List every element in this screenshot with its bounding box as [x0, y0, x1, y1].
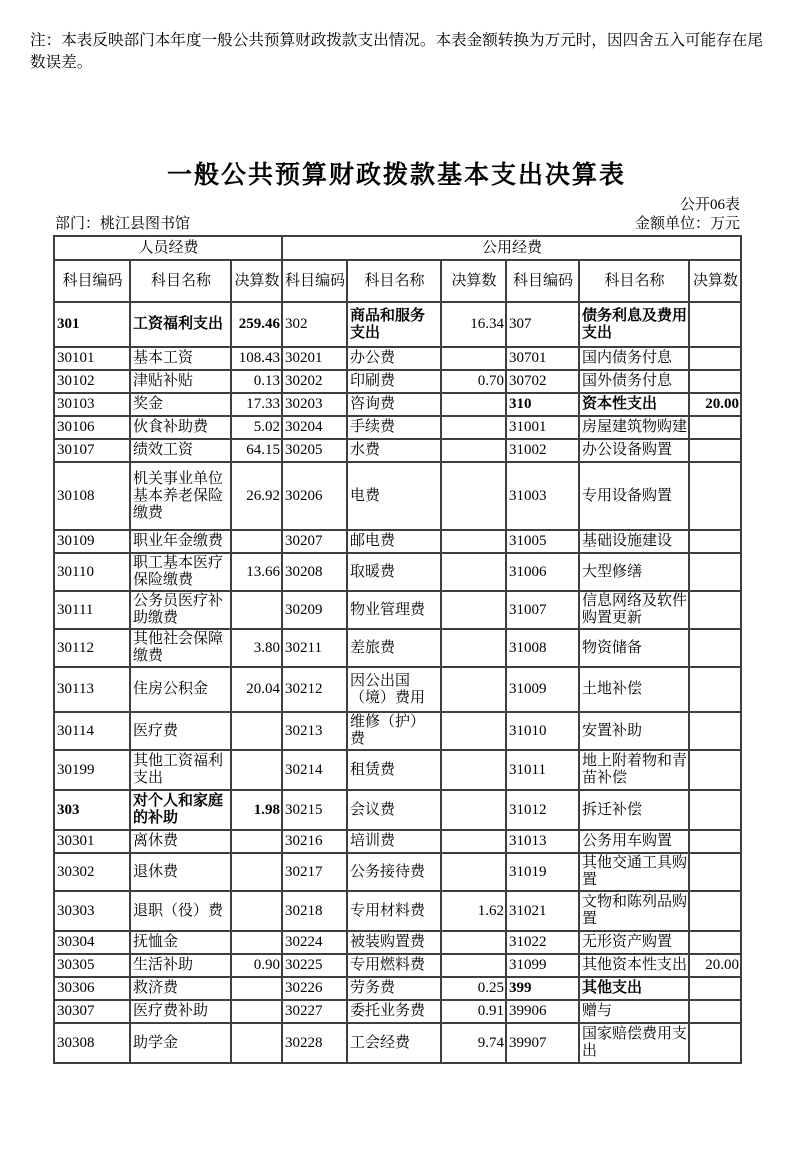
cell-code: 31013: [506, 830, 579, 853]
cell-value: [231, 891, 282, 931]
cell-value: [231, 1023, 282, 1063]
table-row: [54, 629, 741, 667]
cell-code: 399: [506, 977, 579, 1000]
cell-value: 1.98: [231, 790, 282, 830]
cell-name: 专用材料费: [347, 891, 441, 931]
cell-code: 30112: [54, 629, 130, 667]
cell-code: 30215: [282, 790, 347, 830]
cell-value: [231, 750, 282, 790]
column-header: 决算数: [441, 260, 506, 302]
cell-code: 39906: [506, 1000, 579, 1023]
cell-code: 30201: [282, 347, 347, 370]
table-row: [54, 416, 741, 439]
cell-value: [441, 462, 506, 530]
cell-code: 301: [54, 302, 130, 347]
column-header: 科目编码: [282, 260, 347, 302]
cell-code: 30101: [54, 347, 130, 370]
cell-name: 公务接待费: [347, 853, 441, 891]
cell-code: 30214: [282, 750, 347, 790]
cell-name: 职业年金缴费: [130, 530, 231, 553]
table-column-header-row: [54, 260, 741, 302]
cell-value: [689, 439, 741, 462]
table-row: [54, 302, 741, 347]
table-row: [54, 667, 741, 712]
cell-value: [689, 553, 741, 591]
cell-code: 302: [282, 302, 347, 347]
cell-name: 公务员医疗补助缴费: [130, 591, 231, 629]
cell-name: 劳务费: [347, 977, 441, 1000]
table-row: [54, 977, 741, 1000]
cell-code: 30218: [282, 891, 347, 931]
cell-value: 3.80: [231, 629, 282, 667]
cell-name: 拆迁补偿: [579, 790, 689, 830]
cell-name: 津贴补贴: [130, 370, 231, 393]
cell-code: 30303: [54, 891, 130, 931]
cell-value: [441, 393, 506, 416]
cell-code: 30702: [506, 370, 579, 393]
cell-code: 30111: [54, 591, 130, 629]
budget-document-page: [0, 30, 793, 1152]
cell-name: 退休费: [130, 853, 231, 891]
cell-name: 会议费: [347, 790, 441, 830]
cell-name: 基本工资: [130, 347, 231, 370]
cell-value: 20.00: [689, 954, 741, 977]
cell-code: 310: [506, 393, 579, 416]
cell-value: 16.34: [441, 302, 506, 347]
cell-value: [689, 1023, 741, 1063]
column-header: 科目名称: [347, 260, 441, 302]
cell-value: [441, 530, 506, 553]
cell-code: 30203: [282, 393, 347, 416]
cell-name: 物业管理费: [347, 591, 441, 629]
cell-name: 住房公积金: [130, 667, 231, 712]
cell-code: 31005: [506, 530, 579, 553]
column-header: 科目名称: [130, 260, 231, 302]
cell-value: [231, 830, 282, 853]
cell-name: 安置补助: [579, 712, 689, 750]
cell-name: 公务用车购置: [579, 830, 689, 853]
cell-name: 工会经费: [347, 1023, 441, 1063]
cell-value: 0.91: [441, 1000, 506, 1023]
cell-code: 30113: [54, 667, 130, 712]
cell-code: 31010: [506, 712, 579, 750]
cell-value: [689, 667, 741, 712]
cell-code: 30304: [54, 931, 130, 954]
cell-value: [231, 530, 282, 553]
cell-name: 救济费: [130, 977, 231, 1000]
cell-name: 办公费: [347, 347, 441, 370]
cell-name: 伙食补助费: [130, 416, 231, 439]
cell-value: 108.43: [231, 347, 282, 370]
cell-value: [689, 370, 741, 393]
cell-code: 30212: [282, 667, 347, 712]
cell-name: 基础设施建设: [579, 530, 689, 553]
cell-value: [441, 712, 506, 750]
cell-name: 商品和服务支出: [347, 302, 441, 347]
cell-name: 印刷费: [347, 370, 441, 393]
cell-code: 30301: [54, 830, 130, 853]
cell-value: [689, 977, 741, 1000]
cell-value: 0.13: [231, 370, 282, 393]
table-row: [54, 931, 741, 954]
cell-value: [689, 712, 741, 750]
cell-value: 0.90: [231, 954, 282, 977]
cell-name: 绩效工资: [130, 439, 231, 462]
cell-code: 30226: [282, 977, 347, 1000]
cell-value: 20.00: [689, 393, 741, 416]
cell-name: 手续费: [347, 416, 441, 439]
table-row: [54, 712, 741, 750]
cell-code: 30110: [54, 553, 130, 591]
cell-name: 文物和陈列品购置: [579, 891, 689, 931]
cell-name: 机关事业单位基本养老保险缴费: [130, 462, 231, 530]
cell-name: 其他资本性支出: [579, 954, 689, 977]
cell-name: 地上附着物和青苗补偿: [579, 750, 689, 790]
cell-value: [689, 750, 741, 790]
cell-value: [689, 1000, 741, 1023]
table-row: [54, 750, 741, 790]
cell-code: 30217: [282, 853, 347, 891]
cell-name: 退职（役）费: [130, 891, 231, 931]
cell-name: 水费: [347, 439, 441, 462]
cell-name: 大型修缮: [579, 553, 689, 591]
cell-name: 专用设备购置: [579, 462, 689, 530]
cell-name: 对个人和家庭的补助: [130, 790, 231, 830]
cell-code: 31021: [506, 891, 579, 931]
cell-code: 303: [54, 790, 130, 830]
cell-value: 9.74: [441, 1023, 506, 1063]
column-header: 科目名称: [579, 260, 689, 302]
cell-name: 咨询费: [347, 393, 441, 416]
cell-value: [441, 853, 506, 891]
cell-code: 30216: [282, 830, 347, 853]
cell-code: 30108: [54, 462, 130, 530]
cell-name: 医疗费补助: [130, 1000, 231, 1023]
cell-code: 30209: [282, 591, 347, 629]
cell-value: 26.92: [231, 462, 282, 530]
cell-value: [441, 931, 506, 954]
cell-code: 30206: [282, 462, 347, 530]
cell-value: [689, 462, 741, 530]
table-body: [54, 302, 741, 1063]
cell-value: [689, 629, 741, 667]
cell-name: 其他工资福利支出: [130, 750, 231, 790]
cell-code: 30107: [54, 439, 130, 462]
table-row: [54, 553, 741, 591]
cell-code: 31099: [506, 954, 579, 977]
group-header-public: 公用经费: [282, 236, 741, 260]
cell-code: 31008: [506, 629, 579, 667]
cell-code: 30211: [282, 629, 347, 667]
cell-code: 307: [506, 302, 579, 347]
cell-code: 30228: [282, 1023, 347, 1063]
cell-name: 抚恤金: [130, 931, 231, 954]
cell-code: 30307: [54, 1000, 130, 1023]
cell-code: 31011: [506, 750, 579, 790]
cell-value: [441, 750, 506, 790]
cell-value: [689, 347, 741, 370]
cell-value: 13.66: [231, 553, 282, 591]
cell-name: 专用燃料费: [347, 954, 441, 977]
cell-value: [231, 591, 282, 629]
cell-value: 17.33: [231, 393, 282, 416]
cell-code: 30308: [54, 1023, 130, 1063]
cell-code: 30205: [282, 439, 347, 462]
table-row: [54, 1023, 741, 1063]
cell-value: [689, 830, 741, 853]
cell-name: 国家赔偿费用支出: [579, 1023, 689, 1063]
cell-name: 房屋建筑物购建: [579, 416, 689, 439]
cell-value: [441, 667, 506, 712]
cell-name: 电费: [347, 462, 441, 530]
cell-name: 取暖费: [347, 553, 441, 591]
cell-code: 30106: [54, 416, 130, 439]
cell-value: [231, 1000, 282, 1023]
cell-code: 39907: [506, 1023, 579, 1063]
cell-code: 31009: [506, 667, 579, 712]
cell-value: [441, 439, 506, 462]
column-header: 科目编码: [54, 260, 130, 302]
cell-code: 30202: [282, 370, 347, 393]
cell-code: 31019: [506, 853, 579, 891]
cell-name: 离休费: [130, 830, 231, 853]
cell-value: [689, 302, 741, 347]
table-row: [54, 1000, 741, 1023]
cell-code: 30208: [282, 553, 347, 591]
column-header: 科目编码: [506, 260, 579, 302]
cell-code: 30207: [282, 530, 347, 553]
cell-code: 31022: [506, 931, 579, 954]
cell-name: 因公出国（境）费用: [347, 667, 441, 712]
cell-name: 信息网络及软件购置更新: [579, 591, 689, 629]
cell-code: 30213: [282, 712, 347, 750]
cell-value: [441, 954, 506, 977]
cell-value: [231, 712, 282, 750]
cell-name: 差旅费: [347, 629, 441, 667]
cell-name: 其他社会保障缴费: [130, 629, 231, 667]
table-row: [54, 439, 741, 462]
cell-code: 30114: [54, 712, 130, 750]
cell-value: 259.46: [231, 302, 282, 347]
cell-code: 30306: [54, 977, 130, 1000]
cell-value: [441, 416, 506, 439]
cell-name: 被装购置费: [347, 931, 441, 954]
cell-name: 助学金: [130, 1023, 231, 1063]
table-row: [54, 370, 741, 393]
cell-value: [231, 931, 282, 954]
table-row: [54, 591, 741, 629]
department-label: 部门：桃江县图书馆: [55, 216, 191, 232]
cell-name: 办公设备购置: [579, 439, 689, 462]
cell-code: 30225: [282, 954, 347, 977]
table-group-header-row: [54, 236, 741, 260]
cell-code: 31006: [506, 553, 579, 591]
cell-name: 国内债务付息: [579, 347, 689, 370]
column-header: 决算数: [689, 260, 741, 302]
table-row: [54, 790, 741, 830]
cell-code: 30305: [54, 954, 130, 977]
cell-name: 租赁费: [347, 750, 441, 790]
table-row: [54, 853, 741, 891]
cell-value: [441, 629, 506, 667]
cell-value: [689, 891, 741, 931]
page-title: 一般公共预算财政拨款基本支出决算表: [166, 162, 626, 189]
cell-name: 生活补助: [130, 954, 231, 977]
cell-value: 20.04: [231, 667, 282, 712]
cell-value: [689, 416, 741, 439]
cell-name: 委托业务费: [347, 1000, 441, 1023]
cell-name: 债务利息及费用支出: [579, 302, 689, 347]
cell-value: 0.25: [441, 977, 506, 1000]
cell-code: 30701: [506, 347, 579, 370]
cell-value: [689, 853, 741, 891]
cell-name: 资本性支出: [579, 393, 689, 416]
cell-code: 30302: [54, 853, 130, 891]
unit-label: 金额单位：万元: [634, 216, 740, 232]
cell-name: 无形资产购置: [579, 931, 689, 954]
cell-code: 31007: [506, 591, 579, 629]
cell-code: 30102: [54, 370, 130, 393]
budget-table: [53, 235, 742, 1064]
cell-value: [231, 853, 282, 891]
table-row: [54, 530, 741, 553]
cell-name: 国外债务付息: [579, 370, 689, 393]
cell-code: 30103: [54, 393, 130, 416]
table-row: [54, 393, 741, 416]
table-row: [54, 462, 741, 530]
cell-name: 奖金: [130, 393, 231, 416]
cell-name: 维修（护）费: [347, 712, 441, 750]
cell-name: 邮电费: [347, 530, 441, 553]
cell-value: [689, 790, 741, 830]
cell-name: 工资福利支出: [130, 302, 231, 347]
table-row: [54, 891, 741, 931]
cell-value: [441, 790, 506, 830]
column-header: 决算数: [231, 260, 282, 302]
cell-value: 1.62: [441, 891, 506, 931]
cell-value: [689, 591, 741, 629]
cell-code: 31002: [506, 439, 579, 462]
cell-value: [441, 553, 506, 591]
cell-value: 0.70: [441, 370, 506, 393]
table-row: [54, 954, 741, 977]
cell-name: 医疗费: [130, 712, 231, 750]
cell-code: 30204: [282, 416, 347, 439]
cell-name: 土地补偿: [579, 667, 689, 712]
table-row: [54, 830, 741, 853]
cell-value: [689, 931, 741, 954]
footnote-text: 注：本表反映部门本年度一般公共预算财政拨款支出情况。本表金额转换为万元时，因四舍五入可能存在尾数误差。: [30, 32, 763, 71]
cell-name: 其他交通工具购置: [579, 853, 689, 891]
cell-code: 31003: [506, 462, 579, 530]
cell-code: 30227: [282, 1000, 347, 1023]
cell-name: 物资储备: [579, 629, 689, 667]
cell-name: 赠与: [579, 1000, 689, 1023]
table-row: [54, 347, 741, 370]
group-header-personnel: 人员经费: [54, 236, 282, 260]
cell-code: 30224: [282, 931, 347, 954]
cell-value: 64.15: [231, 439, 282, 462]
cell-value: [441, 591, 506, 629]
cell-code: 30109: [54, 530, 130, 553]
cell-code: 31001: [506, 416, 579, 439]
cell-name: 其他支出: [579, 977, 689, 1000]
cell-value: [689, 530, 741, 553]
sheet-number-label: 公开06表: [679, 197, 740, 213]
cell-name: 职工基本医疗保险缴费: [130, 553, 231, 591]
cell-name: 培训费: [347, 830, 441, 853]
cell-code: 31012: [506, 790, 579, 830]
cell-value: [441, 347, 506, 370]
cell-code: 30199: [54, 750, 130, 790]
cell-value: 5.02: [231, 416, 282, 439]
cell-value: [231, 977, 282, 1000]
table-meta-row: [55, 215, 740, 233]
cell-value: [441, 830, 506, 853]
